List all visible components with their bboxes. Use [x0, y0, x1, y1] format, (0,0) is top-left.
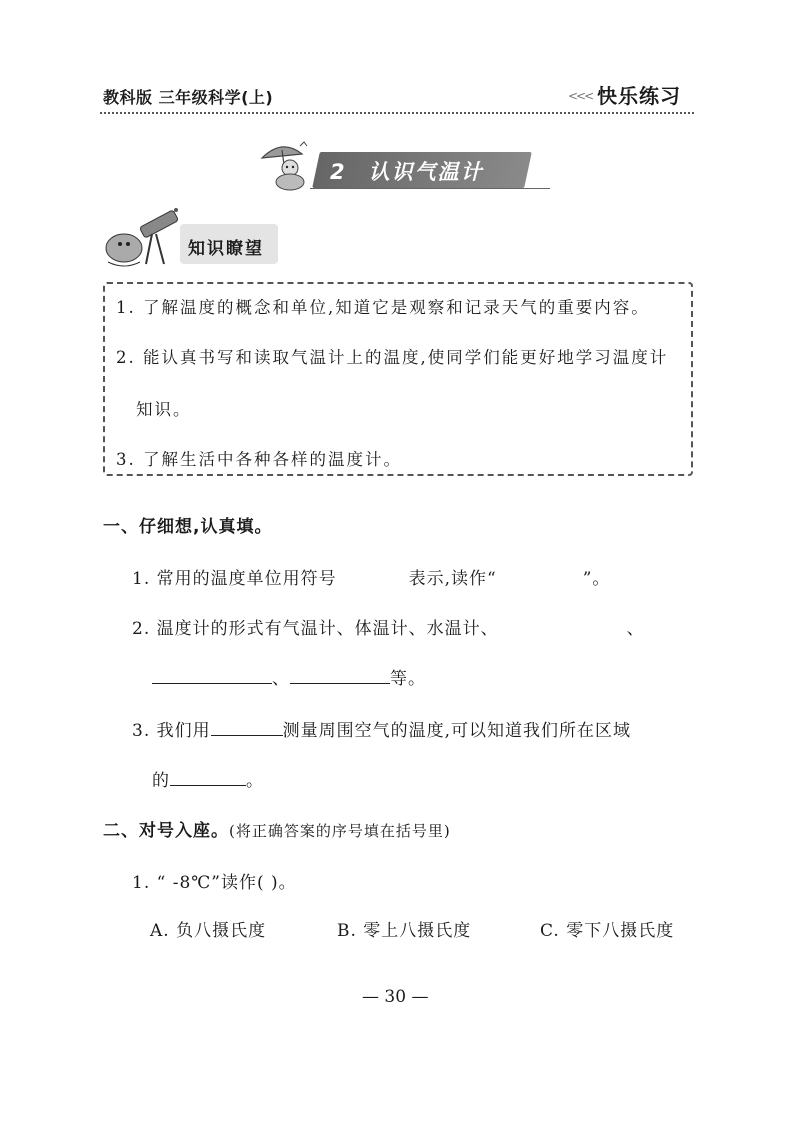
knowledge-section-label: 知识瞭望: [188, 239, 264, 259]
header-divider: [100, 112, 694, 114]
knowledge-item-2-cont: 知识。: [136, 400, 192, 419]
q1-1-blank-symbol[interactable]: [337, 566, 409, 584]
q1-1-blank-reading[interactable]: [497, 566, 583, 584]
question-1-1: [132, 564, 610, 589]
q1-1-text-a: 1. 常用的温度单位用符号: [132, 569, 337, 589]
book-edition-label: 教科版 三年级科学(上): [103, 88, 274, 107]
q1-2-blank-2[interactable]: [152, 665, 272, 684]
knowledge-item-3: 3. 了解生活中各种各样的温度计。: [116, 450, 402, 469]
q1-3-text-c: 的: [152, 771, 170, 791]
q1-3-text-d: 。: [246, 771, 264, 791]
page-number: — 30 —: [362, 987, 429, 1007]
knowledge-item-1: 1. 了解温度的概念和单位,知道它是观察和记录天气的重要内容。: [116, 298, 650, 317]
section2-heading: 二、对号入座。: [103, 821, 229, 841]
q1-1-text-c: ”。: [582, 569, 611, 589]
q1-3-text-b: 测量周围空气的温度,可以知道我们所在区域: [282, 721, 632, 741]
q1-3-blank-1[interactable]: [211, 717, 283, 736]
option-a[interactable]: A. 负八摄氏度: [150, 921, 267, 941]
option-c[interactable]: C. 零下八摄氏度: [540, 921, 675, 941]
lesson-title: [330, 156, 484, 186]
series-title: 快乐练习: [597, 84, 681, 108]
question-2-1: 1. “ -8℃”读作( )。: [132, 873, 297, 893]
question-1-3: [132, 716, 631, 741]
lesson-title-text: 认识气温计: [368, 160, 484, 184]
q1-3-text-a: 3. 我们用: [132, 721, 211, 741]
knowledge-item-2: 2. 能认真书写和读取气温计上的温度,使同学们能更好地学习温度计: [116, 348, 669, 367]
section1-heading: 一、仔细想,认真填。: [103, 517, 273, 537]
lesson-number: 2: [330, 160, 347, 184]
q1-2-blank-3[interactable]: [290, 665, 390, 684]
header-arrows-icon: <<<: [568, 89, 593, 103]
section2-heading-row: [103, 816, 451, 841]
q1-2-text-c: 、: [272, 669, 290, 689]
option-b[interactable]: B. 零上八摄氏度: [337, 921, 472, 941]
q1-2-text-d: 等。: [390, 669, 426, 689]
telescope-mascot-icon: [100, 204, 186, 270]
question-1-2-cont: [152, 664, 426, 689]
question-1-3-cont: [152, 766, 264, 791]
q1-1-text-b: 表示,读作“: [408, 569, 497, 589]
mascot-umbrella-icon: [256, 140, 318, 194]
q1-3-blank-2[interactable]: [170, 767, 246, 786]
q1-2-text-b: 、: [626, 619, 645, 639]
q1-2-text-a: 2. 温度计的形式有气温计、体温计、水温计、: [132, 619, 499, 639]
q1-2-blank-1[interactable]: [499, 616, 627, 634]
section2-note: (将正确答案的序号填在括号里): [229, 822, 451, 840]
question-1-2: [132, 614, 645, 639]
